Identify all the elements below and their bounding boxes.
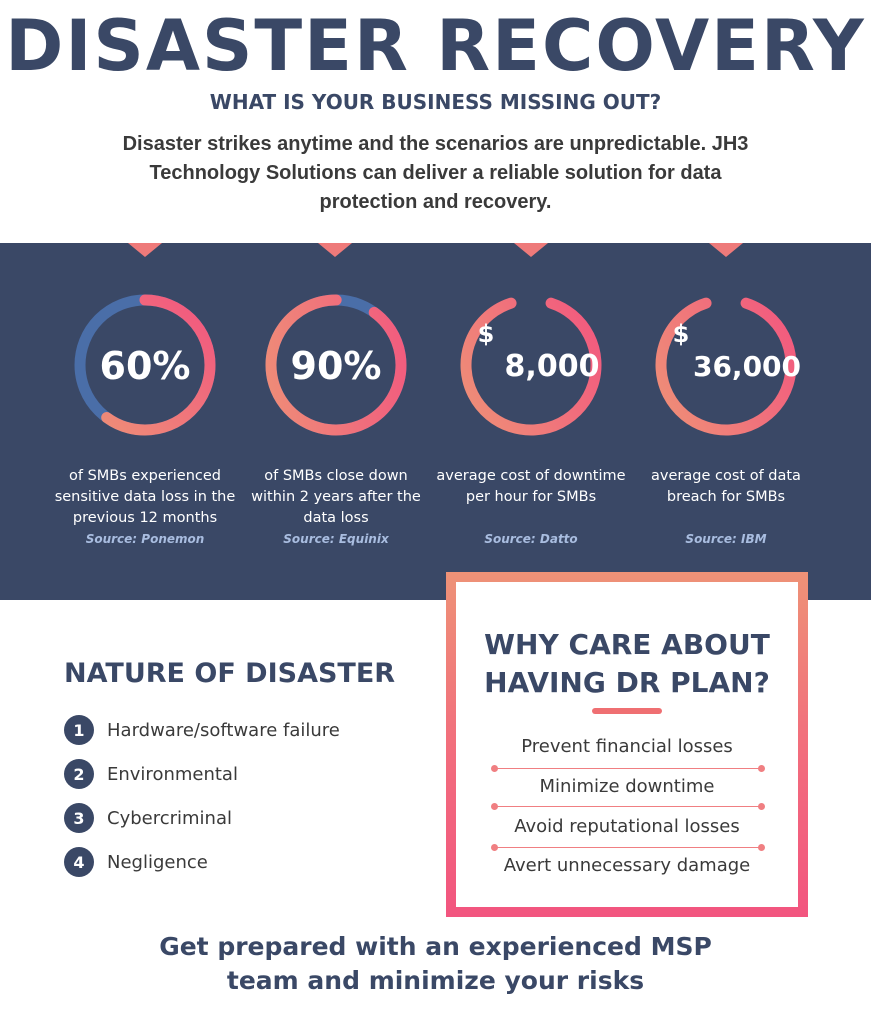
cta-line: team and minimize your risks	[226, 966, 645, 995]
number-badge: 1	[64, 715, 94, 745]
nature-list	[64, 708, 340, 884]
stat-description: of SMBs close down within 2 years after the data loss	[251, 468, 421, 526]
separator	[494, 768, 762, 769]
stat-description: of SMBs experienced sensitive data loss in the previous 12 months	[54, 468, 236, 526]
band-notch	[318, 243, 352, 257]
list-item	[64, 796, 340, 840]
nature-label: Hardware/software failure	[107, 719, 340, 741]
number-badge: 3	[64, 803, 94, 833]
band-notch	[709, 243, 743, 257]
number-badge: 4	[64, 847, 94, 877]
stat-value: 36,000	[692, 350, 801, 383]
why-item: Prevent financial losses	[521, 736, 733, 757]
list-item	[64, 840, 340, 884]
band-notch	[128, 243, 162, 257]
nature-label: Cybercriminal	[107, 807, 232, 829]
stat-ring	[70, 290, 220, 440]
stat-description: average cost of data breach for SMBs	[651, 468, 801, 505]
list-item	[64, 752, 340, 796]
page-title: DISASTER RECOVERY	[5, 5, 866, 87]
number-badge: 2	[64, 759, 94, 789]
stat-value: 8,000	[504, 349, 600, 384]
stat-value: 60%	[99, 344, 191, 388]
why-title	[456, 626, 798, 702]
page-subtitle: WHAT IS YOUR BUSINESS MISSING OUT?	[209, 90, 662, 114]
stat-card	[241, 290, 431, 546]
why-title-line: WHY CARE ABOUT	[484, 628, 770, 661]
call-to-action	[0, 930, 871, 998]
stat-source: Source: IBM	[685, 532, 767, 546]
why-title-line: HAVING DR PLAN?	[484, 666, 770, 699]
nature-label: Negligence	[107, 851, 208, 873]
separator	[494, 847, 762, 848]
stat-ring	[651, 290, 801, 440]
separator	[494, 806, 762, 807]
band-notch	[514, 243, 548, 257]
why-box-inner	[456, 582, 798, 907]
stat-card	[436, 290, 626, 546]
cta-line: Get prepared with an experienced MSP	[159, 932, 712, 961]
stat-ring	[261, 290, 411, 440]
intro-paragraph: Disaster strikes anytime and the scenarios are unpredictable. JH3 Technology Solutions can deliver a reliable solution for data protection and recovery.	[122, 133, 749, 213]
stat-source: Source: Equinix	[283, 532, 389, 546]
dollar-sign: $	[672, 320, 690, 348]
stat-value: 90%	[290, 344, 382, 388]
list-item	[64, 708, 340, 752]
stat-description: average cost of downtime per hour for SMBs	[436, 468, 626, 505]
stat-card	[50, 290, 240, 546]
why-box	[446, 572, 808, 917]
stat-source: Source: Datto	[484, 532, 578, 546]
dollar-sign: $	[477, 320, 495, 348]
why-item: Minimize downtime	[539, 776, 715, 797]
why-item: Avoid reputational losses	[514, 816, 740, 837]
nature-title: NATURE OF DISASTER	[64, 658, 396, 689]
stat-card	[631, 290, 821, 546]
stat-source: Source: Ponemon	[85, 532, 205, 546]
nature-label: Environmental	[107, 763, 238, 785]
accent-bar	[592, 708, 662, 714]
stat-ring	[456, 290, 606, 440]
why-item: Avert unnecessary damage	[503, 855, 751, 876]
